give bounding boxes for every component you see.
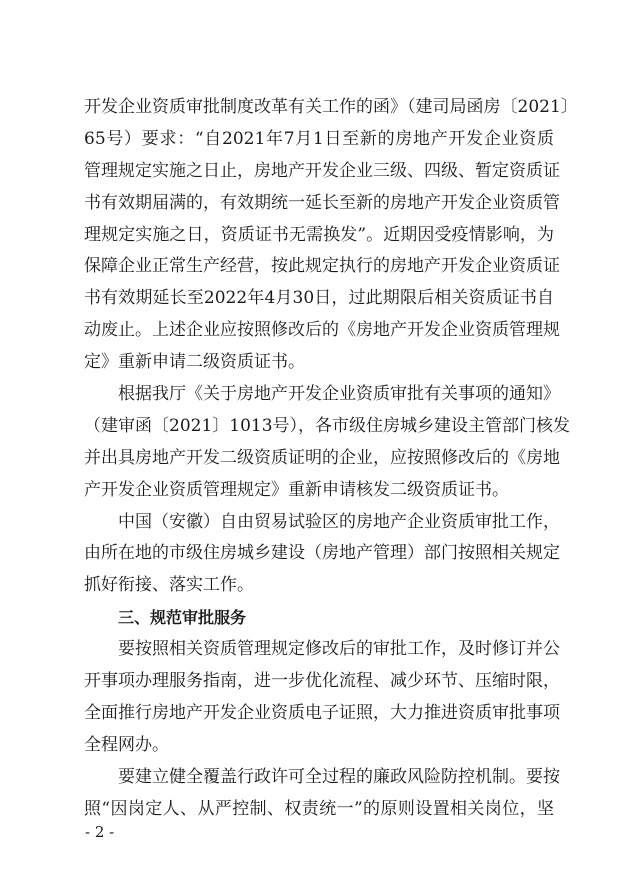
- text-line: 动废止。上述企业应按照修改后的《房地产开发企业资质管理规: [84, 320, 560, 341]
- text-line: 照“因岗定人、从严控制、权责统一”的原则设置相关岗位，坚: [84, 798, 554, 819]
- text-line: 书有效期延长至2022年4月30日，过此期限后相关资质证书自: [84, 288, 554, 309]
- text-line: 中国（安徽）自由贸易试验区的房地产企业资质审批工作，: [118, 511, 560, 532]
- section-heading: 三、规范审批服务: [118, 608, 247, 628]
- text-line: 要按照相关资质管理规定修改后的审批工作，及时修订并公: [118, 639, 560, 660]
- page-number: - 2 -: [85, 823, 115, 841]
- text-line: 开发企业资质审批制度改革有关工作的函》（建司局函房〔2021〕: [84, 97, 578, 117]
- text-line: （建审函〔2021〕1013号），各市级住房城乡建设主管部门核发: [84, 415, 571, 436]
- text-line: 根据我厅《关于房地产开发企业资质审批有关事项的通知》: [118, 384, 560, 405]
- body-text: [84, 92, 578, 825]
- text-line: 理规定实施之日，资质证书无需换发”。近期因受疫情影响，为: [84, 224, 554, 245]
- text-line: 由所在地的市级住房城乡建设（房地产管理）部门按照相关规定: [84, 543, 560, 564]
- text-line: 保障企业正常生产经营，按此规定执行的房地产开发企业资质证: [84, 256, 560, 277]
- text-line: 抓好衔接、落实工作。: [84, 575, 254, 596]
- text-line: 管理规定实施之日止，房地产开发企业三级、四级、暂定资质证: [84, 160, 560, 181]
- text-line: 并出具房地产开发二级资质证明的企业，应按照修改后的《房地: [84, 447, 560, 468]
- text-line: 开事项办理服务指南，进一步优化流程、减少环节、压缩时限，: [84, 671, 560, 692]
- text-line: 定》重新申请二级资质证书。: [84, 352, 305, 373]
- text-line: 全程网办。: [84, 734, 169, 755]
- text-line: 65号）要求：“自2021年7月1日至新的房地产开发企业资质: [84, 128, 554, 149]
- text-line: 产开发企业资质管理规定》重新申请核发二级资质证书。: [84, 479, 509, 500]
- text-line: 全面推行房地产开发企业资质电子证照，大力推进资质审批事项: [84, 702, 560, 723]
- text-line: 要建立健全覆盖行政许可全过程的廉政风险防控机制。要按: [118, 766, 560, 787]
- text-line: 书有效期届满的，有效期统一延长至新的房地产开发企业资质管: [84, 192, 560, 213]
